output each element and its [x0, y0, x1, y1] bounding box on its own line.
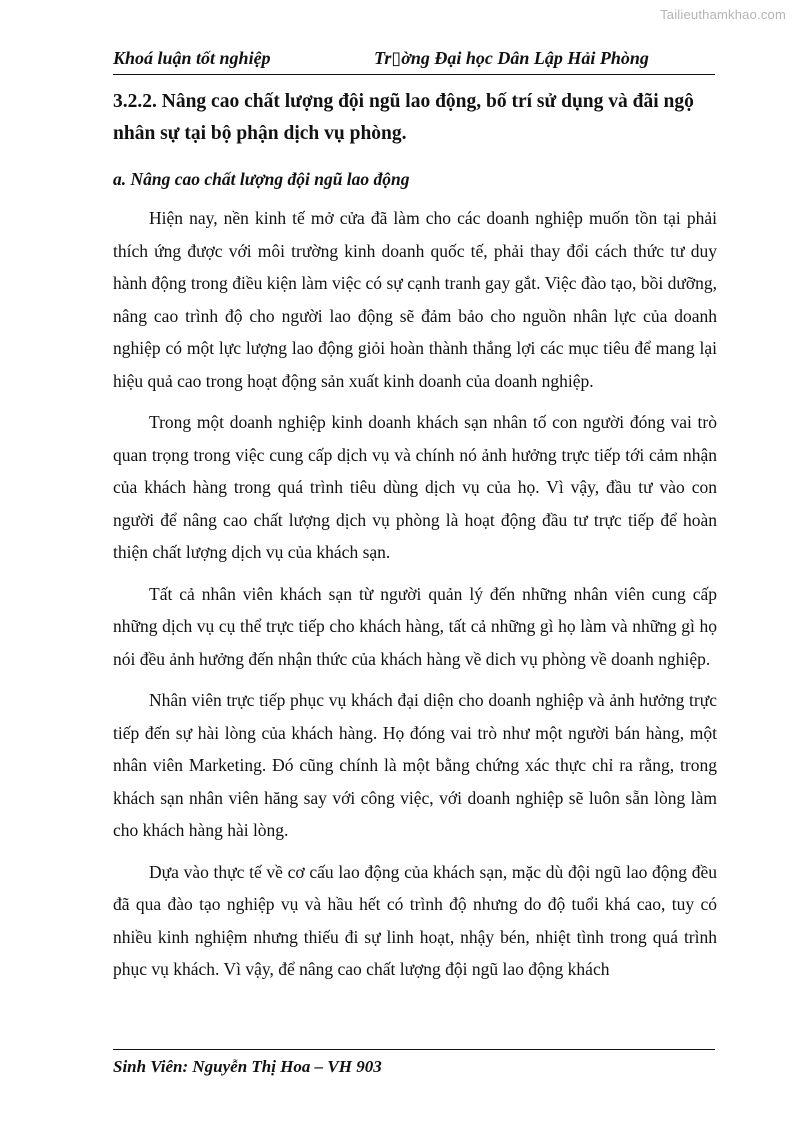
section-heading: 3.2.2. Nâng cao chất lượng đội ngũ lao động, bố trí sử dụng và đãi ngộ nhân sự tại bộ phận dịch vụ phòng. [113, 91, 694, 144]
paragraph-1: Hiện nay, nền kinh tế mở cửa đã làm cho các doanh nghiệp muốn tồn tại phải thích ứng được với môi trường kinh doanh quốc tế, phải thay đổi cách thức tư duy hành động trong điều kiện làm việc có sự cạnh tranh gay gắt. Việc đào tạo, bồi dưỡng, nâng cao trình độ cho người lao động sẽ đảm bảo cho nguồn nhân lực của doanh nghiệp có một lực lượng lao động giỏi hoàn thành thắng lợi các mục tiêu để mang lại hiệu quả cao trong hoạt động sản xuất kinh doanh của doanh nghiệp. [113, 208, 717, 391]
paragraph-5: Dựa vào thực tế về cơ cấu lao động của khách sạn, mặc dù đội ngũ lao động đều đã qua đào tạo nghiệp vụ và hầu hết có trình độ nhưng do độ tuổi khá cao, tuy có nhiều kinh nghiệm nhưng thiếu đi sự linh hoạt, nhậy bén, nhiệt tình trong quá trình phục vụ khách. Vì vậy, để nâng cao chất lượng đội ngũ lao động khách [113, 861, 717, 979]
watermark-text: Tailieuthamkhao.com [660, 7, 786, 22]
paragraph-2: Trong một doanh nghiệp kinh doanh khách sạn nhân tố con người đóng vai trò quan trọng trong việc cung cấp dịch vụ và chính nó ảnh hưởng trực tiếp tới cảm nhận của khách hàng trong quá trình tiêu dùng dịch vụ của họ. Vì vậy, đầu tư vào con người để nâng cao chất lượng dịch vụ phòng là hoạt động đầu tư trực tiếp để hoàn thiện chất lượng dịch vụ của khách sạn. [113, 412, 717, 562]
page-footer: Sinh Viên: Nguyễn Thị Hoa – VH 903 [113, 1049, 715, 1077]
paragraph-3: Tất cả nhân viên khách sạn từ người quản lý đến những nhân viên cung cấp những dịch vụ cụ thể trực tiếp cho khách hàng, tất cả những gì họ làm và những gì họ nói đều ảnh hưởng đến nhận thức của khách hàng về dich vụ phòng về doanh nghiệp. [113, 583, 717, 669]
page-body [113, 86, 717, 986]
page-header [113, 46, 715, 75]
header-university-name: Tr▯ờng Đại học Dân Lập Hải Phòng [374, 48, 649, 68]
paragraph-4: Nhân viên trực tiếp phục vụ khách đại diện cho doanh nghiệp và ảnh hưởng trực tiếp đến sự hài lòng của khách hàng. Họ đóng vai trò như một người bán hàng, một nhân viên Marketing. Đó cũng chính là một bằng chứng xác thực chỉ ra rằng, trong khách sạn nhân viên hăng say với công việc, với doanh nghiệp sẽ luôn sẵn lòng làm cho khách hàng hài lòng. [113, 690, 717, 840]
header-thesis-title: Khoá luận tốt nghiệp [113, 48, 271, 68]
subsection-heading: a. Nâng cao chất lượng đội ngũ lao động [113, 169, 410, 189]
